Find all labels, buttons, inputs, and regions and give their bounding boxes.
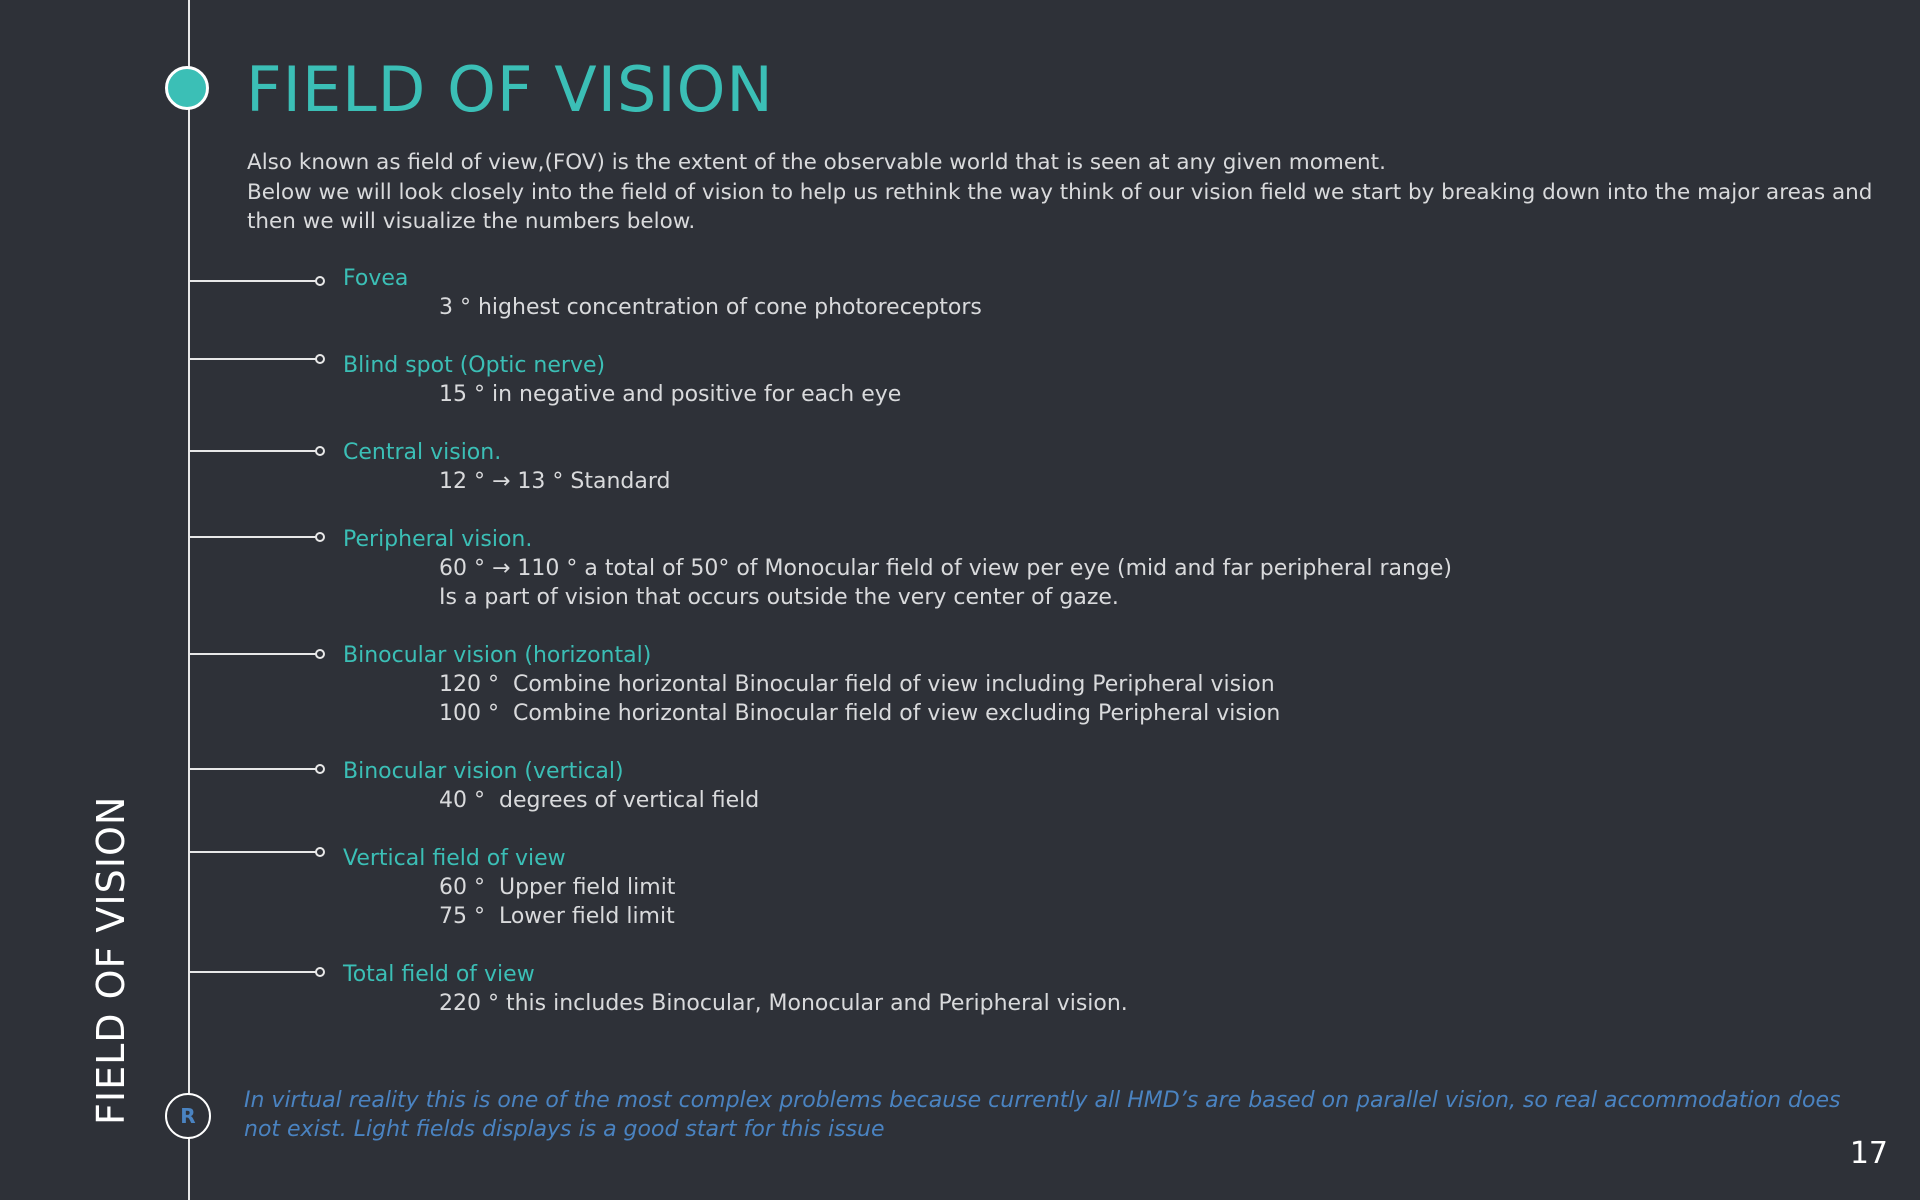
title-marker-dot: [165, 66, 209, 110]
item-title: Vertical field of view: [343, 846, 566, 871]
item-connector: [189, 768, 317, 770]
intro-text: [247, 148, 1877, 237]
intro-line-1: Also known as field of view,(FOV) is the extent of the observable world that is seen at any given moment.: [247, 150, 1386, 175]
page-number: 17: [1849, 1136, 1888, 1171]
item-connector: [189, 280, 317, 282]
item-connector: [189, 851, 317, 853]
item-details: [439, 380, 901, 409]
item-detail-line: 15 ° in negative and positive for each eye: [439, 382, 902, 407]
item-detail-line: 75 ° Lower field limit: [439, 904, 675, 929]
item-details: [439, 293, 982, 322]
footer-badge: R: [165, 1093, 211, 1139]
item-detail-line: 120 ° Combine horizontal Binocular field of view including Peripheral vision: [439, 672, 1275, 697]
item-title: Blind spot (Optic nerve): [343, 353, 606, 378]
item-detail-line: 60 ° Upper field limit: [439, 875, 676, 900]
item-detail-line: 12 ° → 13 ° Standard: [439, 469, 671, 494]
item-title: Binocular vision (vertical): [343, 759, 624, 784]
page-title: FIELD OF VISION: [246, 53, 774, 126]
item-connector: [189, 358, 317, 360]
item-detail-line: 100 ° Combine horizontal Binocular field of view excluding Peripheral vision: [439, 701, 1281, 726]
item-details: [439, 554, 1452, 612]
item-title: Total field of view: [343, 962, 535, 987]
side-section-label: FIELD OF VISION: [89, 795, 133, 1125]
item-details: [439, 467, 670, 496]
item-detail-line: 60 ° → 110 ° a total of 50° of Monocular field of view per eye (mid and far peripheral range): [439, 556, 1453, 581]
item-title: Central vision.: [343, 440, 502, 465]
timeline-line: [188, 0, 190, 1200]
footer-note: In virtual reality this is one of the most complex problems because currently all HMD’s are based on parallel vision, so real accommodation does not exist. Light fields displays is a good start for this issue: [244, 1088, 1841, 1142]
item-detail-line: 3 ° highest concentration of cone photoreceptors: [439, 295, 982, 320]
intro-line-2: Below we will look closely into the field of vision to help us rethink the way think of our vision field we start by breaking down into the major areas and then we will visualize the numbers below.: [247, 179, 1873, 234]
item-title: Binocular vision (horizontal): [343, 643, 652, 668]
item-title: Fovea: [343, 266, 409, 291]
item-connector: [189, 653, 317, 655]
item-detail-line: Is a part of vision that occurs outside the very center of gaze.: [439, 585, 1119, 610]
item-connector: [189, 450, 317, 452]
item-details: [439, 670, 1280, 728]
item-details: [439, 989, 1128, 1018]
item-connector: [189, 971, 317, 973]
item-details: [439, 873, 675, 931]
item-details: [439, 786, 759, 815]
item-detail-line: 40 ° degrees of vertical field: [439, 788, 760, 813]
item-title: Peripheral vision.: [343, 527, 533, 552]
item-connector: [189, 536, 317, 538]
item-detail-line: 220 ° this includes Binocular, Monocular and Peripheral vision.: [439, 991, 1128, 1016]
